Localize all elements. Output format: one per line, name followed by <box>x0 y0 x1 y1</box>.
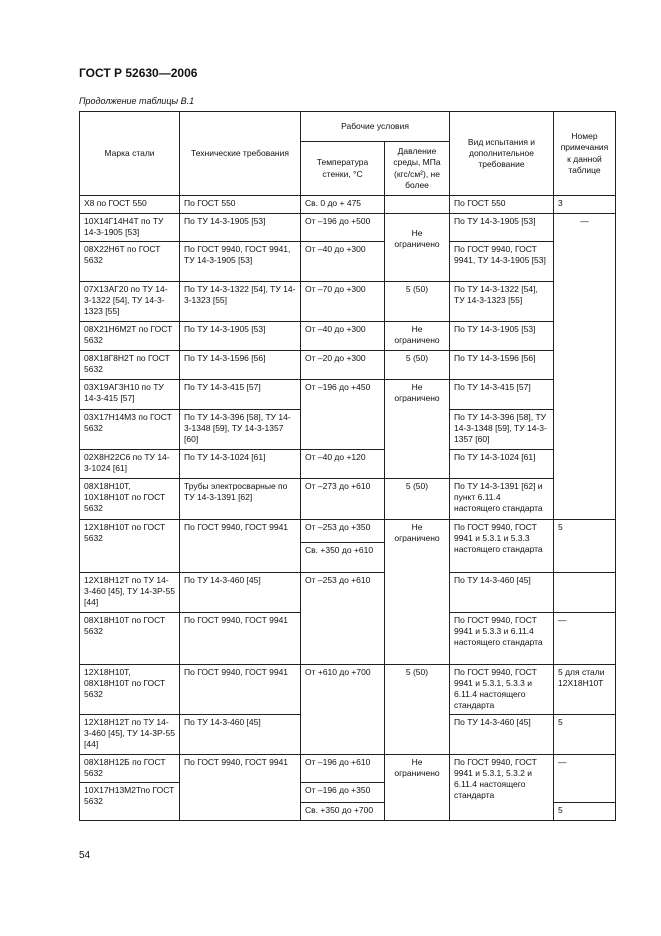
cell-grade: 08Х22Н6Т по ГОСТ 5632 <box>80 242 180 282</box>
header-note: Номер примечания к данной таблице <box>554 112 616 196</box>
steel-table <box>79 111 616 821</box>
cell-press: Не ограничено <box>385 322 450 351</box>
cell-tech: По ГОСТ 9940, ГОСТ 9941 <box>180 665 301 715</box>
cell-grade: 03Х17Н14М3 по ГОСТ 5632 <box>80 410 180 450</box>
cell-temp: Св. +350 до +610 <box>301 543 385 573</box>
table-row <box>80 351 616 380</box>
cell-grade: 08Х18Н12Б по ГОСТ 5632 <box>80 755 180 783</box>
cell-press: 5 (50) <box>385 479 450 520</box>
cell-test: По ГОСТ 550 <box>450 196 554 214</box>
table-row <box>80 242 616 282</box>
cell-test: По ТУ 14-3-1322 [54], ТУ 14-3-1323 [55] <box>450 282 554 322</box>
cell-tech: Трубы электросварные по ТУ 14-3-1391 [62] <box>180 479 301 520</box>
cell-test: По ТУ 14-3-1024 [61] <box>450 450 554 479</box>
cell-press: 5 (50) <box>385 351 450 380</box>
cell-tech: По ГОСТ 9940, ГОСТ 9941, ТУ 14-3-1905 [53] <box>180 242 301 282</box>
cell-test: По ТУ 14-3-1596 [56] <box>450 351 554 380</box>
cell-note: 5 для стали 12Х18Н10Т <box>554 665 616 715</box>
cell-tech: По ГОСТ 550 <box>180 196 301 214</box>
cell-tech: По ТУ 14-3-1322 [54], ТУ 14-3-1323 [55] <box>180 282 301 322</box>
table-row <box>80 380 616 410</box>
table-row <box>80 282 616 322</box>
table-header-row <box>80 112 616 142</box>
cell-test: По ГОСТ 9940, ГОСТ 9941 и 5.3.1, 5.3.3 и 6.11.4 настоящего стандарта <box>450 665 554 715</box>
cell-note <box>554 573 616 613</box>
cell-temp: От +610 до +700 <box>301 665 385 755</box>
header-temp: Температура стенки, °С <box>301 142 385 196</box>
cell-grade: 12Х18Н12Т по ТУ 14-3-460 [45], ТУ 14-3Р-55 [44] <box>80 715 180 755</box>
cell-temp: От –20 до +300 <box>301 351 385 380</box>
cell-temp: От –196 до +350 <box>301 783 385 803</box>
cell-grade: 10Х17Н13М2Тпо ГОСТ 5632 <box>80 783 180 821</box>
table-row <box>80 450 616 479</box>
cell-press: Не ограничено <box>385 755 450 821</box>
table-row <box>80 573 616 613</box>
table-row <box>80 196 616 214</box>
cell-press: Не ограничено <box>385 520 450 665</box>
table-row <box>80 479 616 520</box>
cell-tech: По ТУ 14-3-1905 [53] <box>180 322 301 351</box>
cell-press: 5 (50) <box>385 282 450 322</box>
header-tech: Технические требования <box>180 112 301 196</box>
cell-tech: По ТУ 14-3-415 [57] <box>180 380 301 410</box>
cell-grade: 02Х8Н22С6 по ТУ 14-3-1024 [61] <box>80 450 180 479</box>
cell-test: По ГОСТ 9940, ГОСТ 9941, ТУ 14-3-1905 [53] <box>450 242 554 282</box>
page-number: 54 <box>79 850 91 861</box>
header-grade: Марка стали <box>80 112 180 196</box>
cell-tech: По ТУ 14-3-1596 [56] <box>180 351 301 380</box>
cell-grade: 12Х18Н10Т по ГОСТ 5632 <box>80 520 180 573</box>
cell-grade: 12Х18Н12Т по ТУ 14-3-460 [45], ТУ 14-3Р-55 [44] <box>80 573 180 613</box>
cell-press: Не ограничено <box>385 380 450 479</box>
cell-temp: От –273 до +610 <box>301 479 385 520</box>
cell-grade: 03Х19АГ3Н10 по ТУ 14-3-415 [57] <box>80 380 180 410</box>
cell-temp: Св. +350 до +700 <box>301 803 385 821</box>
cell-temp: От –40 до +300 <box>301 242 385 282</box>
cell-grade: 10Х14Г14Н4Т по ТУ 14-3-1905 [53] <box>80 214 180 242</box>
cell-temp: От –70 до +300 <box>301 282 385 322</box>
cell-tech: По ГОСТ 9940, ГОСТ 9941 <box>180 520 301 573</box>
cell-tech: По ГОСТ 9940, ГОСТ 9941 <box>180 613 301 665</box>
table-row <box>80 665 616 715</box>
cell-note: 5 <box>554 803 616 821</box>
cell-temp: От –196 до +500 <box>301 214 385 242</box>
cell-tech: По ТУ 14-3-460 [45] <box>180 715 301 755</box>
cell-temp: Св. 0 до + 475 <box>301 196 385 214</box>
cell-grade: Х8 по ГОСТ 550 <box>80 196 180 214</box>
table-row <box>80 322 616 351</box>
cell-test: По ГОСТ 9940, ГОСТ 9941 и 5.3.1, 5.3.2 и 6.11.4 настоящего стандарта <box>450 755 554 821</box>
cell-note: 5 <box>554 715 616 755</box>
cell-note: 3 <box>554 196 616 214</box>
cell-note: — <box>554 214 616 520</box>
header-work: Рабочие условия <box>301 112 450 142</box>
cell-temp: От –253 до +610 <box>301 573 385 665</box>
cell-tech: По ГОСТ 9940, ГОСТ 9941 <box>180 755 301 821</box>
cell-tech: По ТУ 14-3-396 [58], ТУ 14-3-1348 [59], ТУ 14-3-1357 [60] <box>180 410 301 450</box>
header-press: Давление среды, МПа (кгс/см²), не более <box>385 142 450 196</box>
table-caption: Продолжение таблицы В.1 <box>79 96 195 106</box>
cell-note: 5 <box>554 520 616 573</box>
cell-grade: 08Х21Н6М2Т по ГОСТ 5632 <box>80 322 180 351</box>
cell-note: — <box>554 755 616 803</box>
cell-tech: По ТУ 14-3-1905 [53] <box>180 214 301 242</box>
cell-temp: От –253 до +350 <box>301 520 385 543</box>
cell-grade: 08Х18Н10Т, 10Х18Н10Т по ГОСТ 5632 <box>80 479 180 520</box>
cell-test: По ТУ 14-3-1905 [53] <box>450 322 554 351</box>
cell-grade: 07Х13АГ20 по ТУ 14-3-1322 [54], ТУ 14-3-1323 [55] <box>80 282 180 322</box>
cell-temp: От –196 до +450 <box>301 380 385 450</box>
cell-test: По ТУ 14-3-415 [57] <box>450 380 554 410</box>
cell-temp: От –40 до +120 <box>301 450 385 479</box>
cell-test: По ТУ 14-3-1905 [53] <box>450 214 554 242</box>
cell-test: По ТУ 14-3-460 [45] <box>450 573 554 613</box>
cell-temp: От –196 до +610 <box>301 755 385 783</box>
document-title: ГОСТ Р 52630—2006 <box>79 66 198 80</box>
cell-press: Не ограничено <box>385 214 450 282</box>
header-test: Вид испытания и дополнительное требование <box>450 112 554 196</box>
cell-test: По ТУ 14-3-460 [45] <box>450 715 554 755</box>
cell-grade: 08Х18Н10Т по ГОСТ 5632 <box>80 613 180 665</box>
table-row <box>80 755 616 783</box>
cell-test: По ГОСТ 9940, ГОСТ 9941 и 5.3.1 и 5.3.3 настоящего стандарта <box>450 520 554 573</box>
cell-tech: По ТУ 14-3-1024 [61] <box>180 450 301 479</box>
table-row <box>80 214 616 242</box>
cell-press: 5 (50) <box>385 665 450 755</box>
cell-test: По ТУ 14-3-396 [58], ТУ 14-3-1348 [59], ТУ 14-3-1357 [60] <box>450 410 554 450</box>
cell-tech: По ТУ 14-3-460 [45] <box>180 573 301 613</box>
cell-temp: От –40 до +300 <box>301 322 385 351</box>
cell-test: По ТУ 14-3-1391 [62] и пункт 6.11.4 настоящего стандарта <box>450 479 554 520</box>
cell-grade: 08Х18Г8Н2Т по ГОСТ 5632 <box>80 351 180 380</box>
table-row <box>80 520 616 543</box>
cell-test: По ГОСТ 9940, ГОСТ 9941 и 5.3.3 и 6.11.4 настоящего стандарта <box>450 613 554 665</box>
cell-note: — <box>554 613 616 665</box>
cell-press <box>385 196 450 214</box>
cell-grade: 12Х18Н10Т, 08Х18Н10Т по ГОСТ 5632 <box>80 665 180 715</box>
